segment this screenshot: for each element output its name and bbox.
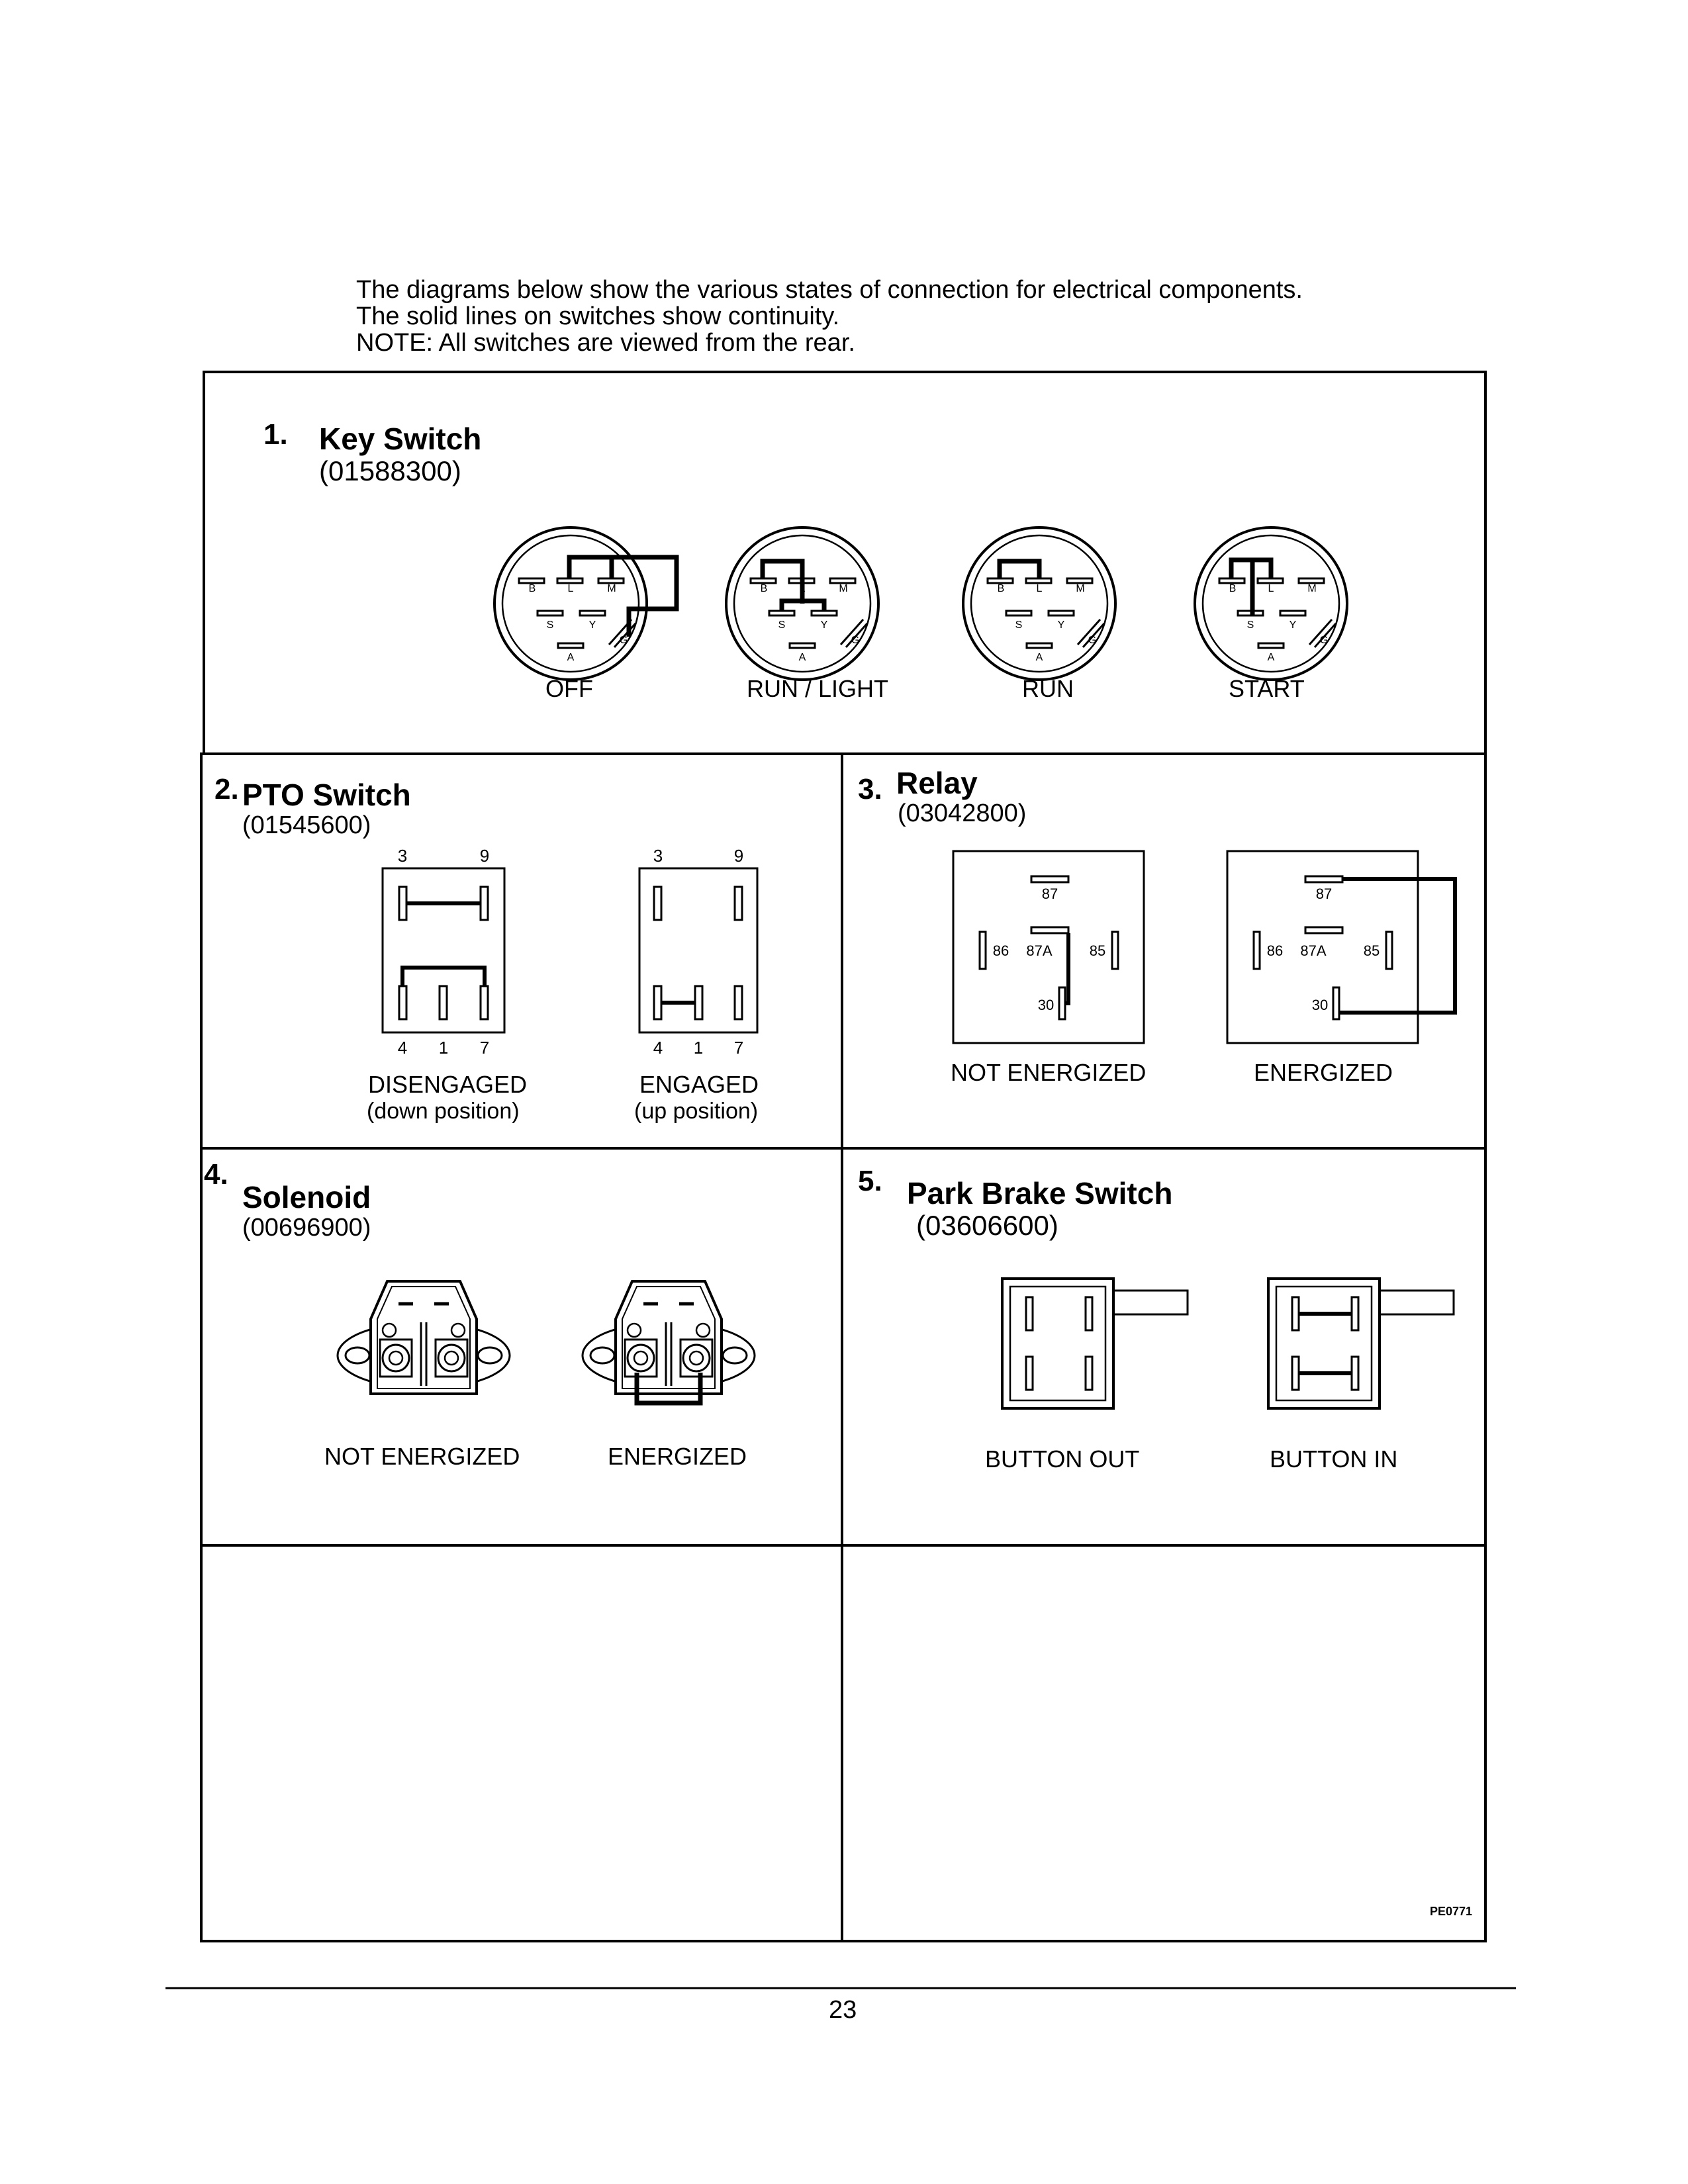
solenoid-title: Solenoid	[242, 1180, 371, 1214]
svg-text:86: 86	[1266, 942, 1284, 959]
terminal-a-label: A	[567, 652, 575, 663]
svg-text:M: M	[839, 583, 848, 594]
solenoid-not-energized	[338, 1281, 510, 1394]
park-brake-title: Park Brake Switch	[907, 1176, 1173, 1210]
svg-text:G: G	[1319, 635, 1329, 646]
svg-text:A: A	[798, 652, 806, 663]
svg-text:4: 4	[397, 1038, 408, 1058]
svg-text:L: L	[1268, 583, 1274, 594]
intro-line-3: NOTE: All switches are viewed from the rear.	[356, 329, 855, 357]
svg-text:A: A	[1035, 652, 1043, 663]
relay-title: Relay	[896, 766, 978, 800]
pto-switch-disengaged	[383, 846, 504, 1058]
park-brake-number: 5.	[858, 1165, 882, 1197]
relay-not-energized	[953, 851, 1144, 1043]
park-brake-button-out	[1002, 1279, 1188, 1408]
relay-part-no: (03042800)	[898, 799, 1027, 827]
svg-text:B: B	[1229, 583, 1237, 594]
pto-state-engaged: ENGAGED	[639, 1071, 759, 1098]
pto-state-engaged-sub: (up position)	[634, 1099, 759, 1124]
terminal-l-label: L	[567, 583, 574, 594]
relay-number: 3.	[858, 773, 882, 805]
svg-text:Y: Y	[1289, 619, 1297, 631]
key-switch-state-start: START	[1229, 675, 1305, 702]
svg-text:3: 3	[653, 846, 663, 866]
relay-state-energized: ENERGIZED	[1254, 1059, 1393, 1086]
intro-line-2: The solid lines on switches show continuity.	[356, 302, 840, 330]
pto-state-disengaged: DISENGAGED	[368, 1071, 528, 1098]
intro-line-1: The diagrams below show the various states of connection for electrical components.	[356, 276, 1303, 304]
relay-state-not-energized: NOT ENERGIZED	[951, 1059, 1147, 1086]
park-brake-state-button-out: BUTTON OUT	[985, 1445, 1140, 1473]
svg-text:87: 87	[1315, 886, 1333, 902]
key-switch-number: 1.	[263, 418, 288, 451]
key-switch-off	[494, 527, 677, 680]
svg-text:A: A	[1267, 652, 1275, 663]
svg-text:7: 7	[733, 1038, 744, 1058]
svg-text:30: 30	[1037, 997, 1055, 1013]
key-switch-run	[963, 527, 1115, 680]
key-switch-part-no: (01588300)	[319, 455, 461, 486]
svg-text:9: 9	[479, 846, 490, 866]
svg-text:L: L	[1036, 583, 1043, 594]
svg-text:30: 30	[1311, 997, 1329, 1013]
solenoid-number: 4.	[204, 1158, 228, 1191]
solenoid-state-energized: ENERGIZED	[608, 1443, 747, 1470]
solenoid-part-no: (00696900)	[242, 1214, 371, 1242]
key-switch-state-off: OFF	[545, 675, 593, 702]
svg-text:S: S	[1246, 619, 1254, 631]
pto-switch-title: PTO Switch	[242, 778, 411, 812]
svg-text:1: 1	[693, 1038, 704, 1058]
pto-switch-part-no: (01545600)	[242, 811, 371, 839]
svg-text:L: L	[799, 583, 806, 594]
svg-text:1: 1	[438, 1038, 449, 1058]
park-brake-button-in	[1268, 1279, 1454, 1408]
park-brake-state-button-in: BUTTON IN	[1270, 1445, 1398, 1473]
svg-text:85: 85	[1089, 942, 1106, 959]
svg-text:7: 7	[479, 1038, 490, 1058]
key-switch-title: Key Switch	[319, 422, 482, 456]
svg-text:Y: Y	[1057, 619, 1065, 631]
key-switch-state-run-light: RUN / LIGHT	[747, 675, 889, 702]
pto-switch-engaged	[639, 846, 757, 1058]
svg-text:86: 86	[992, 942, 1009, 959]
page-number: 23	[829, 1996, 857, 2024]
svg-text:M: M	[1307, 583, 1317, 594]
terminal-m-label: M	[607, 583, 616, 594]
solenoid-state-not-energized: NOT ENERGIZED	[324, 1443, 520, 1470]
svg-text:87A: 87A	[1026, 942, 1053, 959]
pto-state-disengaged-sub: (down position)	[367, 1099, 520, 1124]
terminal-g-label: G	[619, 635, 628, 646]
svg-text:M: M	[1076, 583, 1085, 594]
terminal-s-label: S	[546, 619, 554, 631]
svg-text:B: B	[760, 583, 768, 594]
key-switch-start	[1195, 527, 1347, 680]
key-switch-state-run: RUN	[1022, 675, 1074, 702]
pto-switch-number: 2.	[214, 773, 239, 805]
svg-text:87A: 87A	[1300, 942, 1327, 959]
terminal-y-label: Y	[588, 619, 596, 631]
terminal-b-label: B	[528, 583, 536, 594]
svg-text:3: 3	[397, 846, 408, 866]
svg-text:G: G	[1088, 635, 1097, 646]
svg-text:B: B	[997, 583, 1005, 594]
svg-text:87: 87	[1041, 886, 1058, 902]
svg-text:4: 4	[653, 1038, 663, 1058]
svg-text:9: 9	[733, 846, 744, 866]
svg-text:G: G	[851, 635, 860, 646]
relay-energized	[1227, 851, 1455, 1043]
svg-text:Y: Y	[820, 619, 828, 631]
svg-text:S: S	[1015, 619, 1023, 631]
svg-text:S: S	[778, 619, 786, 631]
reference-code: PE0771	[1430, 1905, 1473, 1918]
park-brake-part-no: (03606600)	[916, 1210, 1058, 1241]
svg-text:85: 85	[1363, 942, 1380, 959]
solenoid-energized	[583, 1281, 755, 1403]
key-switch-run-light	[726, 527, 878, 680]
